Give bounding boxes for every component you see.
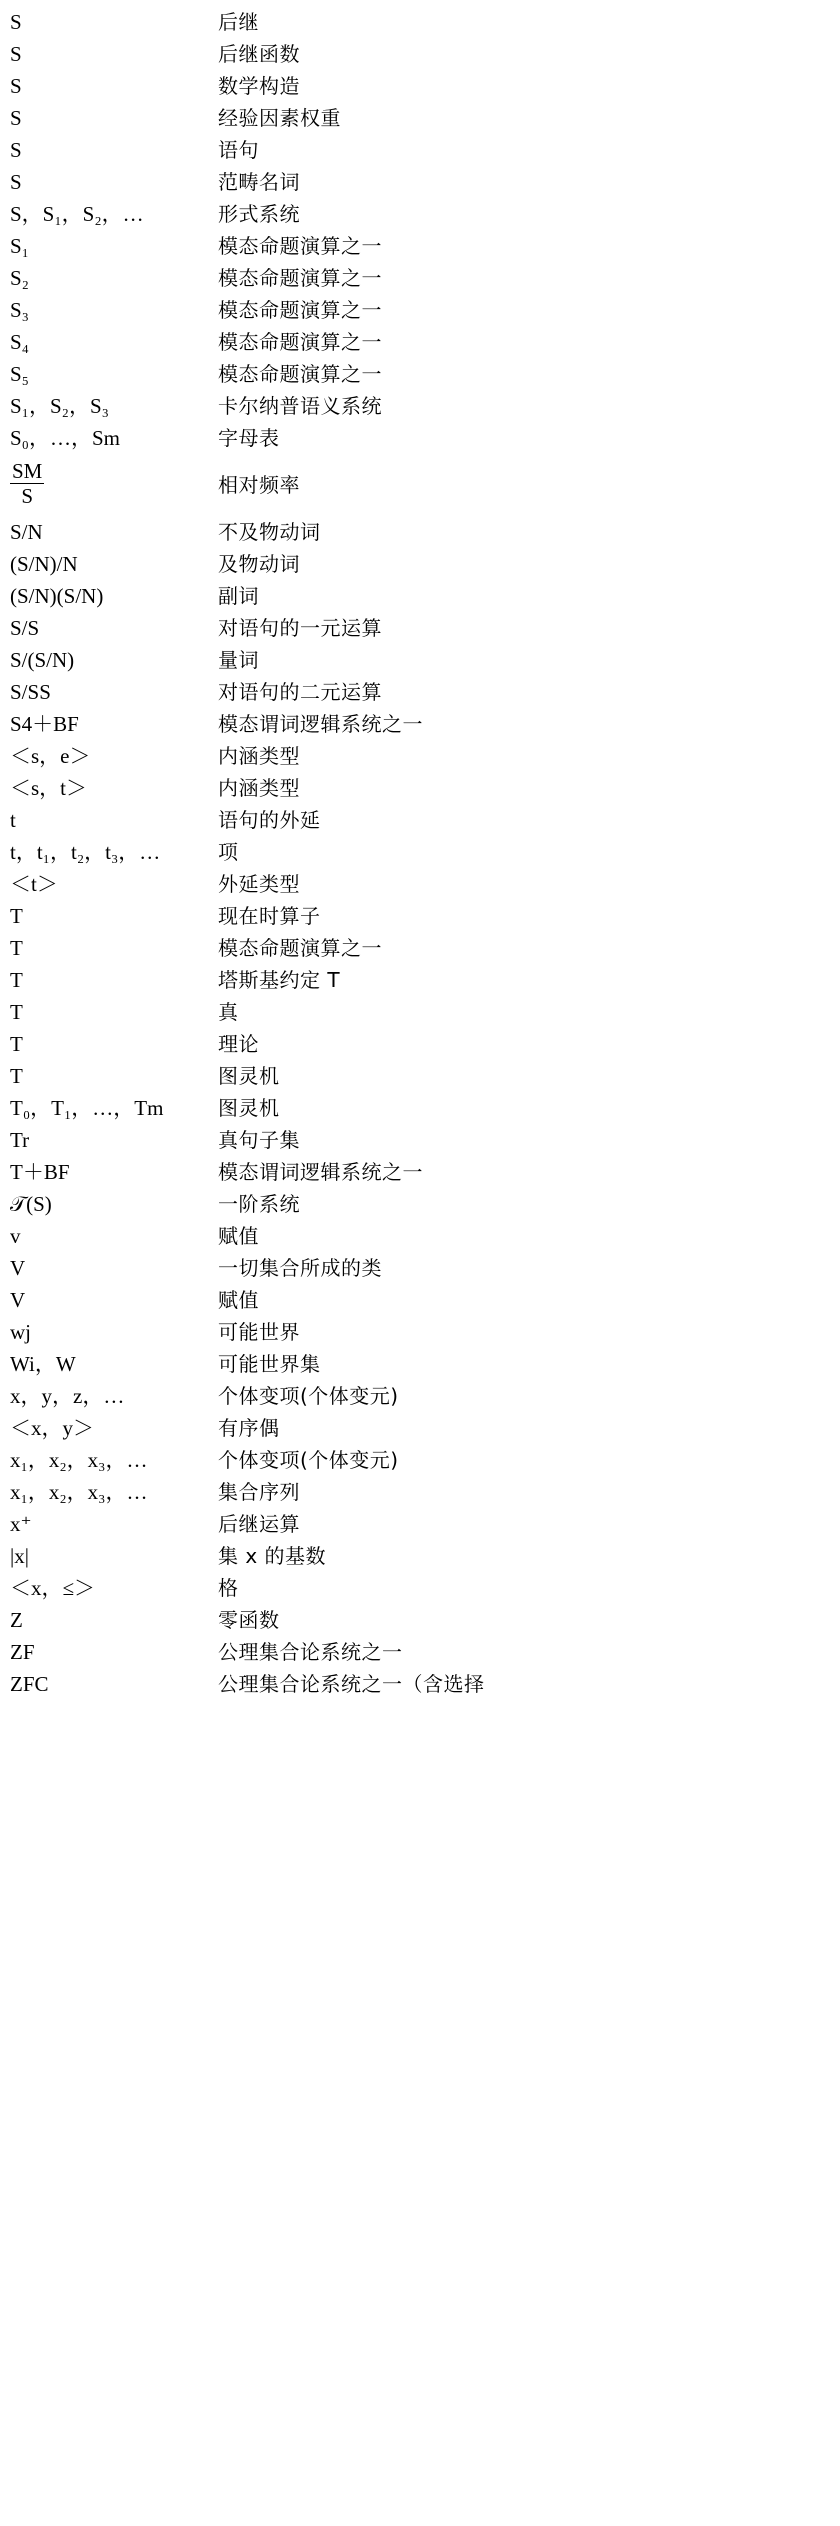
symbol-cell: S [10, 10, 22, 34]
meaning-cell: 集合序列 [218, 1480, 300, 1504]
list-item [0, 1156, 840, 1188]
list-item [0, 1060, 840, 1092]
list-item [0, 644, 840, 676]
list-item [0, 1508, 840, 1540]
meaning-cell: 集 x 的基数 [218, 1544, 327, 1568]
meaning-cell: 量词 [218, 648, 259, 672]
symbol-cell: S/N [10, 520, 43, 544]
list-item [0, 676, 840, 708]
meaning-cell: 模态命题演算之一 [218, 266, 382, 290]
symbol-cell: S₀，…，Sm [10, 426, 121, 450]
list-item [0, 1092, 840, 1124]
meaning-cell: 经验因素权重 [218, 106, 341, 130]
meaning-cell: 理论 [218, 1032, 259, 1056]
meaning-cell: 模态命题演算之一 [218, 298, 382, 322]
symbol-cell: S₁ [10, 234, 30, 258]
list-item [0, 1028, 840, 1060]
meaning-cell: 公理集合论系统之一 [218, 1640, 403, 1664]
fraction [10, 458, 44, 507]
symbol-cell: Z [10, 1608, 23, 1632]
list-item [0, 1284, 840, 1316]
meaning-cell: 一切集合所成的类 [218, 1256, 382, 1280]
meaning-cell: 赋值 [218, 1288, 259, 1312]
symbol-cell: T＋BF [10, 1160, 70, 1184]
meaning-cell: 后继 [218, 10, 259, 34]
list-item [0, 1476, 840, 1508]
list-item [0, 390, 840, 422]
symbol-cell: V [10, 1288, 26, 1312]
meaning-cell: 真句子集 [218, 1128, 300, 1152]
list-item [0, 134, 840, 166]
fraction-denominator: S [21, 484, 34, 509]
list-item [0, 996, 840, 1028]
meaning-cell: 真 [218, 1000, 239, 1024]
meaning-cell: 图灵机 [218, 1064, 280, 1088]
list-item [0, 1124, 840, 1156]
meaning-cell: 一阶系统 [218, 1192, 300, 1216]
list-item [0, 38, 840, 70]
meaning-cell: 个体变项(个体变元) [218, 1384, 399, 1408]
list-item [0, 1220, 840, 1252]
list-item [0, 516, 840, 548]
list-item [0, 1188, 840, 1220]
meaning-cell: 零函数 [218, 1608, 280, 1632]
symbol-cell: |x| [10, 1544, 29, 1568]
symbol-cell: Wi，W [10, 1352, 76, 1376]
list-item [0, 836, 840, 868]
symbol-cell: S，S₁，S₂，… [10, 202, 144, 226]
meaning-cell: 塔斯基约定 T [218, 968, 341, 992]
symbol-cell: S [10, 170, 22, 194]
meaning-cell: 语句的外延 [218, 808, 321, 832]
meaning-cell: 后继运算 [218, 1512, 300, 1536]
list-item [0, 1412, 840, 1444]
meaning-cell: 格 [218, 1576, 239, 1600]
symbol-cell: ＜x，≤＞ [10, 1576, 96, 1600]
symbol-cell: S [10, 42, 22, 66]
meaning-cell: 模态命题演算之一 [218, 330, 382, 354]
symbol-cell: ＜s，e＞ [10, 744, 91, 768]
meaning-cell: 对语句的二元运算 [218, 680, 382, 704]
meaning-cell: 模态谓词逻辑系统之一 [218, 1160, 423, 1184]
meaning-cell: 数学构造 [218, 74, 300, 98]
meaning-cell: 可能世界 [218, 1320, 300, 1344]
list-item [0, 198, 840, 230]
list-item [0, 230, 840, 262]
symbol-cell: S₁，S₂，S₃ [10, 394, 110, 418]
meaning-cell: 模态命题演算之一 [218, 362, 382, 386]
symbol-cell: 𝒯(S) [10, 1192, 52, 1216]
meaning-cell: 后继函数 [218, 42, 300, 66]
symbol-cell: T [10, 1000, 23, 1024]
meaning-cell: 及物动词 [218, 552, 300, 576]
list-item [0, 1316, 840, 1348]
list-item [0, 166, 840, 198]
meaning-cell: 内涵类型 [218, 744, 300, 768]
symbol-cell: x⁺ [10, 1512, 32, 1536]
meaning-cell: 图灵机 [218, 1096, 280, 1120]
meaning-cell: 外延类型 [218, 872, 300, 896]
symbol-cell: T [10, 968, 23, 992]
meaning-cell: 项 [218, 840, 239, 864]
symbol-cell: S [10, 74, 22, 98]
symbol-cell: S [10, 138, 22, 162]
list-item [0, 548, 840, 580]
meaning-cell: 模态谓词逻辑系统之一 [218, 712, 423, 736]
meaning-cell: 公理集合论系统之一（含选择 [218, 1672, 485, 1696]
symbol-cell: S [10, 106, 22, 130]
meaning-cell: 模态命题演算之一 [218, 234, 382, 258]
list-item [0, 1348, 840, 1380]
symbol-cell: ＜t＞ [10, 872, 58, 896]
symbol-cell: S₃ [10, 298, 30, 322]
list-item [0, 102, 840, 134]
symbol-cell: T [10, 1032, 23, 1056]
meaning-cell: 形式系统 [218, 202, 300, 226]
symbol-cell: S₅ [10, 362, 30, 386]
symbol-cell: S4＋BF [10, 712, 79, 736]
symbol-cell: (S/N)(S/N) [10, 584, 104, 608]
list-item [0, 612, 840, 644]
symbol-cell: T₀，T₁，…，Tm [10, 1096, 164, 1120]
meaning-cell: 赋值 [218, 1224, 259, 1248]
list-item [0, 772, 840, 804]
meaning-cell: 可能世界集 [218, 1352, 321, 1376]
meaning-cell: 对语句的一元运算 [218, 616, 382, 640]
list-item [0, 804, 840, 836]
symbol-cell: t，t₁，t₂，t₃，… [10, 840, 161, 864]
list-item [0, 70, 840, 102]
list-item [0, 580, 840, 612]
list-item [0, 1444, 840, 1476]
symbol-cell: ZF [10, 1640, 35, 1664]
meaning-cell: 个体变项(个体变元) [218, 1448, 399, 1472]
list-item [0, 358, 840, 390]
list-item [0, 1380, 840, 1412]
meaning-cell: 卡尔纳普语义系统 [218, 394, 382, 418]
symbol-cell: wj [10, 1320, 31, 1344]
meaning-cell: 范畴名词 [218, 170, 300, 194]
symbol-cell: T [10, 904, 23, 928]
list-item [0, 1572, 840, 1604]
meaning-cell: 副词 [218, 584, 259, 608]
list-item [0, 326, 840, 358]
meaning-cell: 不及物动词 [218, 520, 321, 544]
list-item [0, 262, 840, 294]
symbol-cell: V [10, 1256, 26, 1280]
symbol-cell: v [10, 1224, 21, 1248]
list-item [0, 932, 840, 964]
meaning-cell: 现在时算子 [218, 904, 321, 928]
symbol-cell: t [10, 808, 16, 832]
symbol-cell: ＜s，t＞ [10, 776, 88, 800]
symbol-cell: x，y，z，… [10, 1384, 125, 1408]
symbol-cell: S/(S/N) [10, 648, 75, 672]
symbol-cell: x₁，x₂，x₃，… [10, 1480, 148, 1504]
symbol-cell: x₁，x₂，x₃，… [10, 1448, 148, 1472]
list-item [0, 422, 840, 454]
meaning-cell: 有序偶 [218, 1416, 280, 1440]
symbol-cell: S₄ [10, 330, 30, 354]
symbol-cell: T [10, 1064, 23, 1088]
meaning-cell: 语句 [218, 138, 259, 162]
meaning-cell: 模态命题演算之一 [218, 936, 382, 960]
list-item [0, 454, 840, 516]
meaning-cell: 相对频率 [218, 473, 300, 497]
symbol-cell: S/S [10, 616, 40, 640]
symbol-cell: Tr [10, 1128, 30, 1152]
fraction-numerator: SM [12, 458, 43, 483]
meaning-cell: 字母表 [218, 426, 280, 450]
list-item [0, 294, 840, 326]
list-item [0, 868, 840, 900]
symbol-cell: ＜x，y＞ [10, 1416, 94, 1440]
list-item [0, 740, 840, 772]
symbol-cell: S₂ [10, 266, 30, 290]
list-item [0, 6, 840, 38]
symbol-cell: ZFC [10, 1672, 49, 1696]
symbol-cell: (S/N)/N [10, 552, 78, 576]
list-item [0, 708, 840, 740]
list-item [0, 964, 840, 996]
list-item [0, 1604, 840, 1636]
list-item [0, 1636, 840, 1668]
symbol-cell: T [10, 936, 23, 960]
list-item [0, 1540, 840, 1572]
list-item [0, 1668, 840, 1700]
symbol-cell [0, 458, 218, 512]
list-item [0, 900, 840, 932]
symbol-cell: S/SS [10, 680, 51, 704]
list-item [0, 1252, 840, 1284]
meaning-cell: 内涵类型 [218, 776, 300, 800]
